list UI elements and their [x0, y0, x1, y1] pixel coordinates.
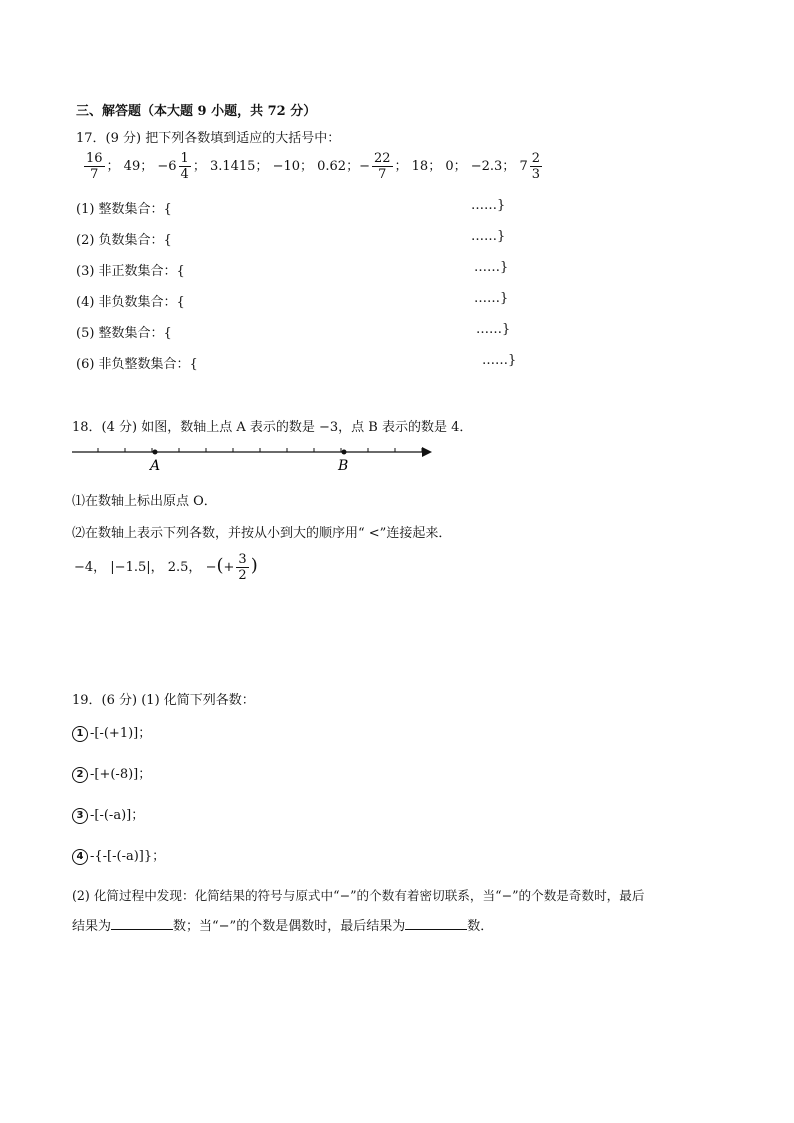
set-row-negative: (2) 负数集合：{ ……} — [76, 229, 506, 248]
q19-item-2: 2 -[+(-8)]； — [72, 763, 151, 783]
fraction-22-7: $\frac{22}{7}$ — [373, 151, 391, 182]
point-b-dot — [342, 450, 347, 455]
circled-number-3: 3 — [72, 808, 88, 824]
q19-title: 19．(6 分) (1) 化简下列各数： — [72, 693, 255, 708]
fraction-1-4: $\frac{1}{4}$ — [180, 151, 189, 182]
set-row-non-negative-integer: (6) 非负整数集合：{ ……} — [76, 353, 517, 372]
q18-part1: ⑴在数轴上标出原点 O． — [72, 494, 217, 509]
set-row-integer: (1) 整数集合：{ ……} — [76, 198, 506, 217]
absolute-value-expression: |−1.5| — [110, 560, 151, 575]
right-paren: ) — [250, 555, 258, 576]
number-line — [70, 440, 434, 474]
set-row-integer-2: (5) 整数集合：{ ……} — [76, 322, 511, 341]
q18-number-list: −4， |−1.5|， 2.5， −(+ $\frac{3}{2}$ ) — [74, 552, 258, 583]
circled-number-2: 2 — [72, 767, 88, 783]
set-row-non-positive: (3) 非正数集合：{ ……} — [76, 260, 509, 279]
left-paren: ( — [216, 555, 224, 576]
point-a-dot — [153, 450, 158, 455]
q19-part2-line1: (2) 化简过程中发现：化简结果的符号与原式中“−”的个数有着密切联系，当“−”的个数是奇数时，最后 — [72, 888, 645, 903]
number-line-arrow — [422, 447, 432, 457]
fraction-2-3: $\frac{2}{3}$ — [531, 151, 540, 182]
point-a-label: A — [150, 458, 161, 474]
q19-item-3: 3 -[-(-a)]； — [72, 804, 144, 824]
answer-blank-2[interactable] — [405, 917, 467, 930]
q17-title: 17．(9 分) 把下列各数填到适应的大括号中： — [76, 131, 341, 146]
point-b-label: B — [338, 458, 349, 474]
circled-number-1: 1 — [72, 726, 88, 742]
q18-title: 18．(4 分) 如图，数轴上点 A 表示的数是 −3，点 B 表示的数是 4． — [72, 420, 473, 435]
circled-number-4: 4 — [72, 849, 88, 865]
section-title: 三、解答题（本大题 9 小题，共 72 分） — [76, 104, 317, 119]
set-row-non-negative: (4) 非负数集合：{ ……} — [76, 291, 509, 310]
q19-item-1: 1 -[-(+1)]； — [72, 722, 151, 742]
q19-part2-line2: 结果为 数；当“−”的个数是偶数时，最后结果为 数． — [72, 919, 494, 934]
fraction-16-7: $\frac{16}{7}$ — [86, 151, 103, 182]
q17-number-list: $\frac{16}{7}$ ； 49； −6 $\frac{1}{4}$ ； 3.1415； −10； 0.62；− $\frac{22}{7}$ ； 18； 0； −2.3； 7 $\frac{2}{3}$ — [86, 151, 540, 182]
fraction-3-2: $\frac{3}{2}$ — [238, 552, 247, 583]
q18-part2: ⑵在数轴上表示下列各数，并按从小到大的顺序用“ <”连接起来． — [72, 526, 452, 541]
answer-blank-1[interactable] — [111, 917, 173, 930]
number-line-ticks — [98, 448, 422, 452]
q19-item-4: 4 -{-[-(-a)]}； — [72, 845, 165, 865]
